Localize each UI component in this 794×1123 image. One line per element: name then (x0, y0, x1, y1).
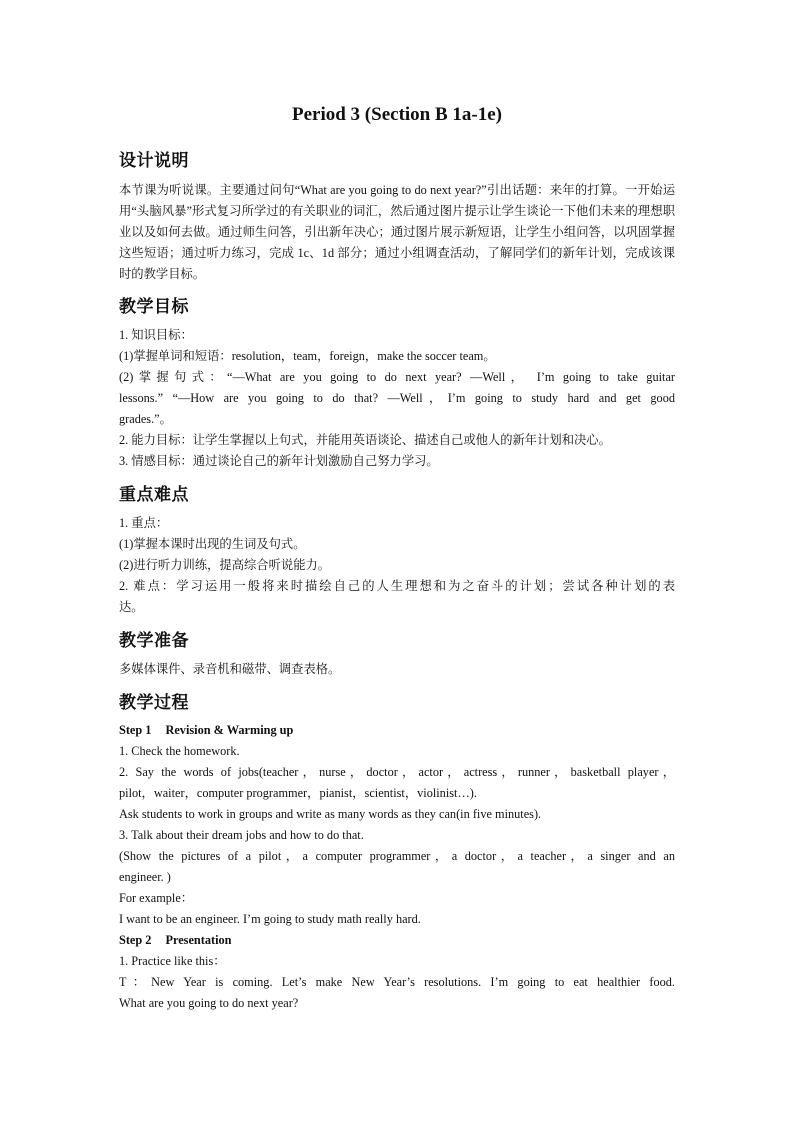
goals-heading: 教学目标 (119, 297, 189, 317)
step2-heading (119, 930, 675, 951)
keypoints-line: 2. 难点：学习运用一般将来时描绘自己的人生理想和为之奋斗的计划；尝试各种计划的表 (119, 579, 675, 593)
goals-line: 2. 能力目标：让学生掌握以上句式，并能用英语谈论、描述自己或他人的新年计划和决心。 (119, 433, 611, 447)
design-paragraph: 本节课为听说课。主要通过问句“What are you going to do next year?”引出话题：来年的打算。一开始运用“头脑风暴”形式复习所学过的有关职业的词汇，然后通过图片提示让学生谈论一下他们未来的理想职业以及如何去做。通过师生问答，引出新年决心；通过图片展示新短语，让学生小组问答，以巩固掌握这些短语；通过听力练习，完成 1c、1d 部分；通过小组调查活动，了解同学们的新年计划，完成该课时的教学目标。 (119, 183, 675, 281)
step1-line: 1. Check the homework. (119, 744, 240, 758)
keypoints-heading: 重点难点 (119, 485, 189, 505)
step2-label: Step 2 (119, 933, 152, 947)
step1-line: 2. Say the words of jobs(teacher，nurse，doctor，actor，actress，runner，basketball player， (119, 765, 675, 779)
keypoints-line: (1)掌握本课时出现的生词及句式。 (119, 537, 306, 551)
step2-line: 1. Practice like this： (119, 954, 226, 968)
step1-line: engineer. ) (119, 870, 171, 884)
step1-line: pilot，waiter，computer programmer，pianist，scientist，violinist…). (119, 786, 477, 800)
step1-line: (Show the pictures of a pilot，a computer programmer，a doctor，a teacher，a singer and an (119, 849, 675, 863)
step2-line: What are you going to do next year? (119, 996, 299, 1010)
step1-line: 3. Talk about their dream jobs and how to do that. (119, 828, 364, 842)
step1-heading (119, 720, 675, 741)
step1-line: I want to be an engineer. I’m going to study math really hard. (119, 912, 421, 926)
step2-title: Presentation (165, 933, 232, 947)
prep-paragraph: 多媒体课件、录音机和磁带、调查表格。 (119, 662, 341, 676)
goals-line: 3. 情感目标：通过谈论自己的新年计划激励自己努力学习。 (119, 454, 439, 468)
keypoints-line: 达。 (119, 600, 144, 614)
step1-line: Ask students to work in groups and write as many words as they can(in five minutes). (119, 807, 542, 821)
step1-label: Step 1 (119, 723, 152, 737)
keypoints-line: (2)进行听力训练，提高综合听说能力。 (119, 558, 331, 572)
process-heading: 教学过程 (119, 693, 189, 713)
keypoints-line: 1. 重点： (119, 516, 169, 530)
design-heading: 设计说明 (119, 151, 189, 171)
step2-line: T：New Year is coming. Let’s make New Year’s resolutions. I’m going to eat healthier food. (119, 975, 675, 989)
goals-line: (1)掌握单词和短语：resolution，team，foreign，make the soccer team。 (119, 349, 496, 363)
step1-title: Revision & Warming up (165, 723, 294, 737)
goals-line: (2)掌握句式：“—What are you going to do next year? —Well， I’m going to take guitar (119, 370, 675, 384)
step1-line: For example： (119, 891, 194, 905)
goals-line: 1. 知识目标： (119, 328, 193, 342)
page-title: Period 3 (Section B 1a-1e) (291, 104, 502, 125)
goals-line: lessons.” “—How are you going to do that? —Well，I’m going to study hard and get good (119, 391, 675, 405)
goals-line: grades.”。 (119, 412, 172, 426)
prep-heading: 教学准备 (119, 631, 189, 651)
